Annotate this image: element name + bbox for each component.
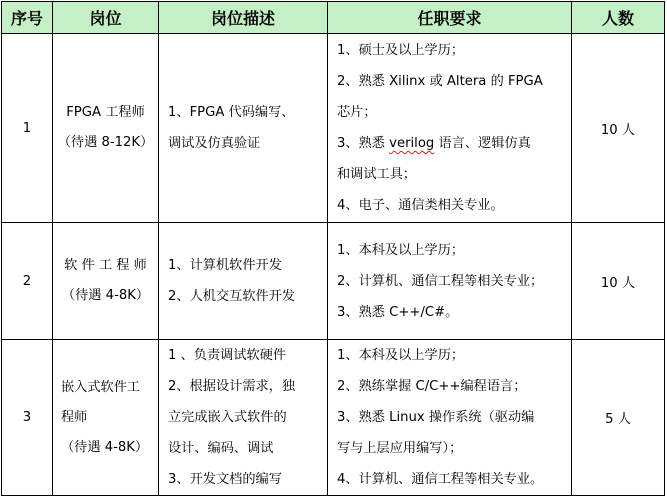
requirement-line: 芯片； (337, 105, 377, 120)
requirement-line: 3、熟悉 verilog 语言、逻辑仿真 (337, 136, 531, 151)
table-row (2, 223, 665, 340)
description-line: 设计、编码、调试 (168, 441, 274, 456)
position-title: FPGA 工程师 (66, 105, 145, 120)
position-salary: （待遇 4-8K） (61, 288, 150, 303)
row-num: 1 (2, 34, 53, 223)
spellcheck-word: verilog (389, 136, 435, 151)
header-row (2, 2, 665, 34)
requirement-line: 1、硕士及以上学历； (337, 43, 465, 58)
description-cell (159, 34, 328, 223)
description-line: 1 、负责调试软硬件 (168, 348, 287, 363)
position-title: 嵌入式软件工 (61, 379, 141, 395)
header-count: 人数 (572, 2, 665, 34)
position-cell (53, 223, 159, 340)
requirements-cell (328, 223, 572, 340)
position-salary: （待遇 4-8K） (61, 439, 149, 455)
description-line: 立完成嵌入式软件的 (168, 410, 287, 425)
requirement-line: 2、熟悉 Xilinx 或 Altera 的 FPGA (337, 74, 543, 89)
requirement-line: 1、本科及以上学历； (337, 348, 465, 363)
row-num: 3 (2, 340, 53, 496)
description-line: 调试及仿真验证 (168, 136, 261, 151)
requirements-cell (328, 340, 572, 496)
position-title: 软 件 工 程 师 (64, 258, 147, 273)
requirement-line: 3、熟悉 C++/C#。 (337, 304, 459, 320)
count-cell: 10 人 (572, 34, 665, 223)
requirement-line: 3、熟悉 Linux 操作系统（驱动编 (337, 410, 535, 425)
description-line: 2、人机交互软件开发 (168, 289, 296, 304)
row-num: 2 (2, 223, 53, 340)
requirement-line: 4、电子、通信类相关专业。 (337, 198, 504, 213)
position-title: 程师 (61, 409, 88, 425)
requirement-line: 2、计算机、通信工程等相关专业； (337, 273, 544, 289)
description-line: 3、开发文档的编写 (168, 472, 282, 487)
count-cell: 5 人 (572, 340, 665, 496)
requirements-cell (328, 34, 572, 223)
description-cell (159, 223, 328, 340)
description-line: 1、计算机软件开发 (168, 258, 282, 273)
header-num: 序号 (2, 2, 53, 34)
requirement-line: 2、熟练掌握 C/C++编程语言； (337, 379, 527, 394)
job-table (1, 1, 665, 496)
requirement-line: 4、计算机、通信工程等相关专业。 (337, 472, 544, 487)
count-cell: 10 人 (572, 223, 665, 340)
header-requirements: 任职要求 (328, 2, 572, 34)
requirement-line: 写与上层应用编写）； (337, 441, 463, 456)
header-description: 岗位描述 (159, 2, 328, 34)
description-cell (159, 340, 328, 496)
description-line: 1、FPGA 代码编写、 (168, 105, 295, 120)
position-cell (53, 34, 159, 223)
requirement-line: 和调试工具； (337, 167, 417, 182)
table-row (2, 34, 665, 223)
table-row (2, 340, 665, 496)
requirement-line: 1、本科及以上学历； (337, 242, 465, 258)
position-cell (53, 340, 159, 496)
header-position: 岗位 (53, 2, 159, 34)
description-line: 2、根据设计需求，独 (168, 379, 296, 394)
position-salary: （待遇 8-12K） (57, 135, 154, 150)
